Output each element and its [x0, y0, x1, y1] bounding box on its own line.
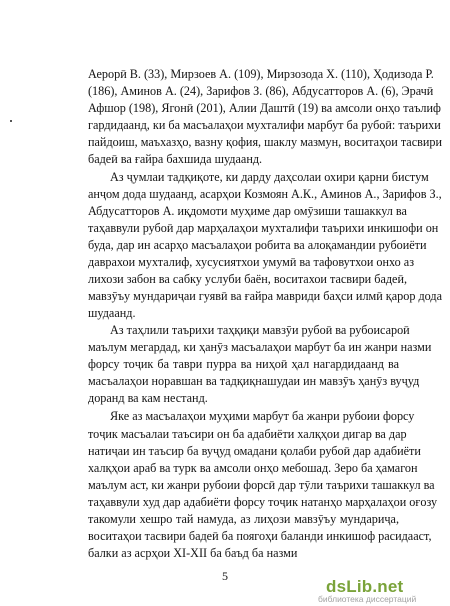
- text-line: (186), Аминов А. (24), Зарифов З. (86), Абдусатторов А. (6), Эрачӣ: [88, 84, 434, 98]
- text-line: буда, дар ин асарҳо масъалаҳои робита ва алоқамандии рубоиёти: [88, 238, 427, 252]
- text-line: гардидаанд, ки ба масъалаҳои мухталифи марбут ба рубоӣ: таърихи: [88, 118, 441, 132]
- text-line: таҳаввули рубоӣ дар марҳалаҳои мухталифи таърихи инкишофи он: [88, 221, 439, 235]
- scan-speck: [10, 120, 12, 122]
- text-line: Аерорӣ В. (33), Мирзоев А. (109), Мирзозода Х. (110), Ҳодизода Р.: [88, 67, 434, 81]
- text-line: лихози забон ва сабку услуби баён, воситахои тасвири бадеӣ,: [88, 272, 408, 286]
- text-line: таҳаввули худ дар адабиёти форсу тоҷик натанҳо марҳалаҳои оғозу: [88, 495, 438, 509]
- text-line: Аз таҳлили таърихи таҳқиқи мавзӯи рубоӣ ва рубоисароӣ: [110, 323, 410, 337]
- text-line: пайдоиш, маъхазҳо, вазну қофия, шаклу мазмун, воситаҳои тасвири: [88, 135, 443, 149]
- text-line: даврахои мухталиф, хусусиятхои умумӣ ва тафовутхои онхо аз: [88, 255, 415, 269]
- text-line: воситаҳои тасвири бадеӣ ба поягоҳи баланди инкишоф расидааст,: [88, 529, 432, 543]
- text-line: тоҷик масъалаи таъсири он ба адабиёти халқҳои дигар ва дар: [88, 427, 407, 441]
- watermark-subtitle: библиотека диссертаций: [318, 594, 417, 604]
- text-line: натиҷаи ин таъсир ба вуҷуд омадани қолаби рубоӣ дар адабиёти: [88, 444, 421, 458]
- watermark-logo: dsLib.net: [326, 577, 404, 596]
- text-line: такомули хешро тай намуда, аз лиҳози мавзӯъу мундариҷа,: [88, 512, 399, 526]
- text-line: масъалаҳои норавшан ва тадқиқнашудаи ин мавзӯъ ҳанӯз вуҷуд: [88, 374, 420, 388]
- text-line: доранд ва кам нестанд.: [88, 391, 208, 405]
- text-line: Абдусатторов А. иқдомоти муҳиме дар омӯзиши ташаккул ва: [88, 204, 407, 218]
- text-line: мавзӯъу мундариҷаи гуявӣ ва ғайра мавриди баҳси илмӣ қарор дода: [88, 289, 443, 303]
- page-number: 5: [222, 569, 228, 583]
- text-line: халқҳои араб ва турк ва амсоли онҳо мебошад. Зеро ба ҳамагон: [88, 461, 418, 475]
- text-line: маълум аст, ки жанри рубоии форсӣ дар тӯли таърихи ташаккул ва: [88, 478, 435, 492]
- text-line: Аз ҷумлаи тадқиқоте, ки дарду даҳсолаи охири қарни бистум: [110, 170, 429, 184]
- text-line: шудаанд.: [88, 306, 136, 320]
- text-line: балки аз асрҳои XI-XII ба баъд ба назми: [88, 546, 298, 560]
- text-line: анҷом дода шудаанд, асарҳои Козмоян А.К., Аминов А., Зарифов З.,: [88, 187, 442, 201]
- text-line: форсу тоҷик ба таври пурра ва ниҳоӣ ҳал нагардидаанд ва: [88, 357, 399, 371]
- text-line: маълум мегардад, ки ҳанӯз масъалаҳои марбут ба ин жанри назми: [88, 340, 432, 354]
- watermark: [318, 578, 448, 604]
- text-line: Яке аз масъалаҳои муҳими марбут ба жанри рубоии форсу: [110, 409, 415, 423]
- text-line: бадеӣ ва ғайра бахшида шудаанд.: [88, 152, 263, 166]
- text-line: Афшор (198), Ягонӣ (201), Алии Даштӣ (19) ва амсоли онҳо таълиф: [88, 101, 441, 115]
